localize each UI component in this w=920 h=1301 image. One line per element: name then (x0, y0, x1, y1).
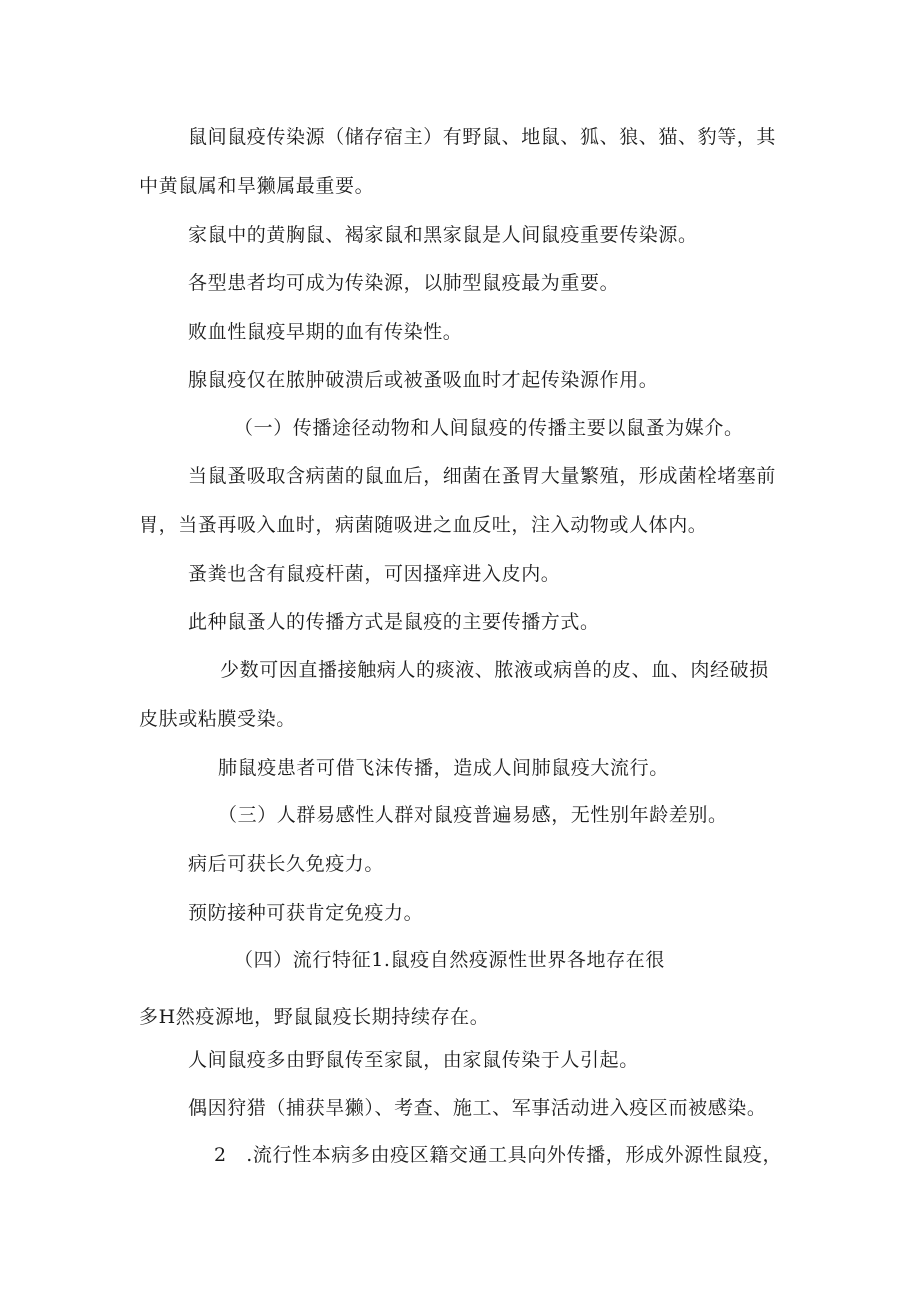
text-line: 当鼠蚤吸取含病菌的鼠血后，细菌在蚤胃大量繁殖，形成菌栓堵塞前 (188, 465, 777, 487)
text-line: 败血性鼠疫早期的血有传染性。 (188, 321, 463, 343)
text-line: 肺鼠疫患者可借飞沫传播，造成人间肺鼠疫大流行。 (218, 757, 669, 779)
text-line: 病后可获长久免疫力。 (188, 853, 385, 875)
text-line: 蚤粪也含有鼠疫杆菌，可因搔痒进入皮内。 (188, 563, 561, 585)
text-line: 家鼠中的黄胸鼠、褐家鼠和黑家鼠是人间鼠疫重要传染源。 (188, 224, 698, 246)
text-line: 少数可因直播接触病人的痰液、脓液或病兽的皮、血、肉经破损 (220, 659, 769, 681)
text-line: （三）人群易感性人群对鼠疫普遍易感，无性别年龄差别。 (218, 804, 728, 826)
text-line: 胃，当蚤再吸入血时，病菌随吸进之血反吐，注入动物或人体内。 (139, 514, 708, 536)
text-line: 多H然疫源地，野鼠鼠疫长期持续存在。 (139, 1006, 490, 1028)
text-line: 鼠间鼠疫传染源（储存宿主）有野鼠、地鼠、狐、狼、猫、豹等，其 (188, 126, 777, 148)
text-line: 中黄鼠属和旱獭属最重要。 (139, 175, 375, 197)
text-line: 此种鼠蚤人的传播方式是鼠疫的主要传播方式。 (188, 611, 600, 633)
text-line: （四）流行特征1.鼠疫自然疫源性世界各地存在很 (234, 949, 665, 971)
text-line: 各型患者均可成为传染源，以肺型鼠疫最为重要。 (188, 272, 620, 294)
text-line: 偶因狩猎（捕获旱獭）、考查、施工、军事活动进入疫区而被感染。 (188, 1097, 767, 1119)
text-line: 2 .流行性本病多由疫区籍交通工具向外传播，形成外源性鼠疫， (214, 1144, 783, 1166)
text-line: 预防接种可获肯定免疫力。 (188, 902, 424, 924)
text-line: 腺鼠疫仅在脓肿破溃后或被蚤吸血时才起传染源作用。 (188, 369, 659, 391)
text-line: 人间鼠疫多由野鼠传至家鼠，由家鼠传染于人引起。 (188, 1049, 639, 1071)
text-line: （一）传播途径动物和人间鼠疫的传播主要以鼠蚤为媒介。 (234, 417, 744, 439)
text-line: 皮肤或粘膜受染。 (139, 708, 296, 730)
